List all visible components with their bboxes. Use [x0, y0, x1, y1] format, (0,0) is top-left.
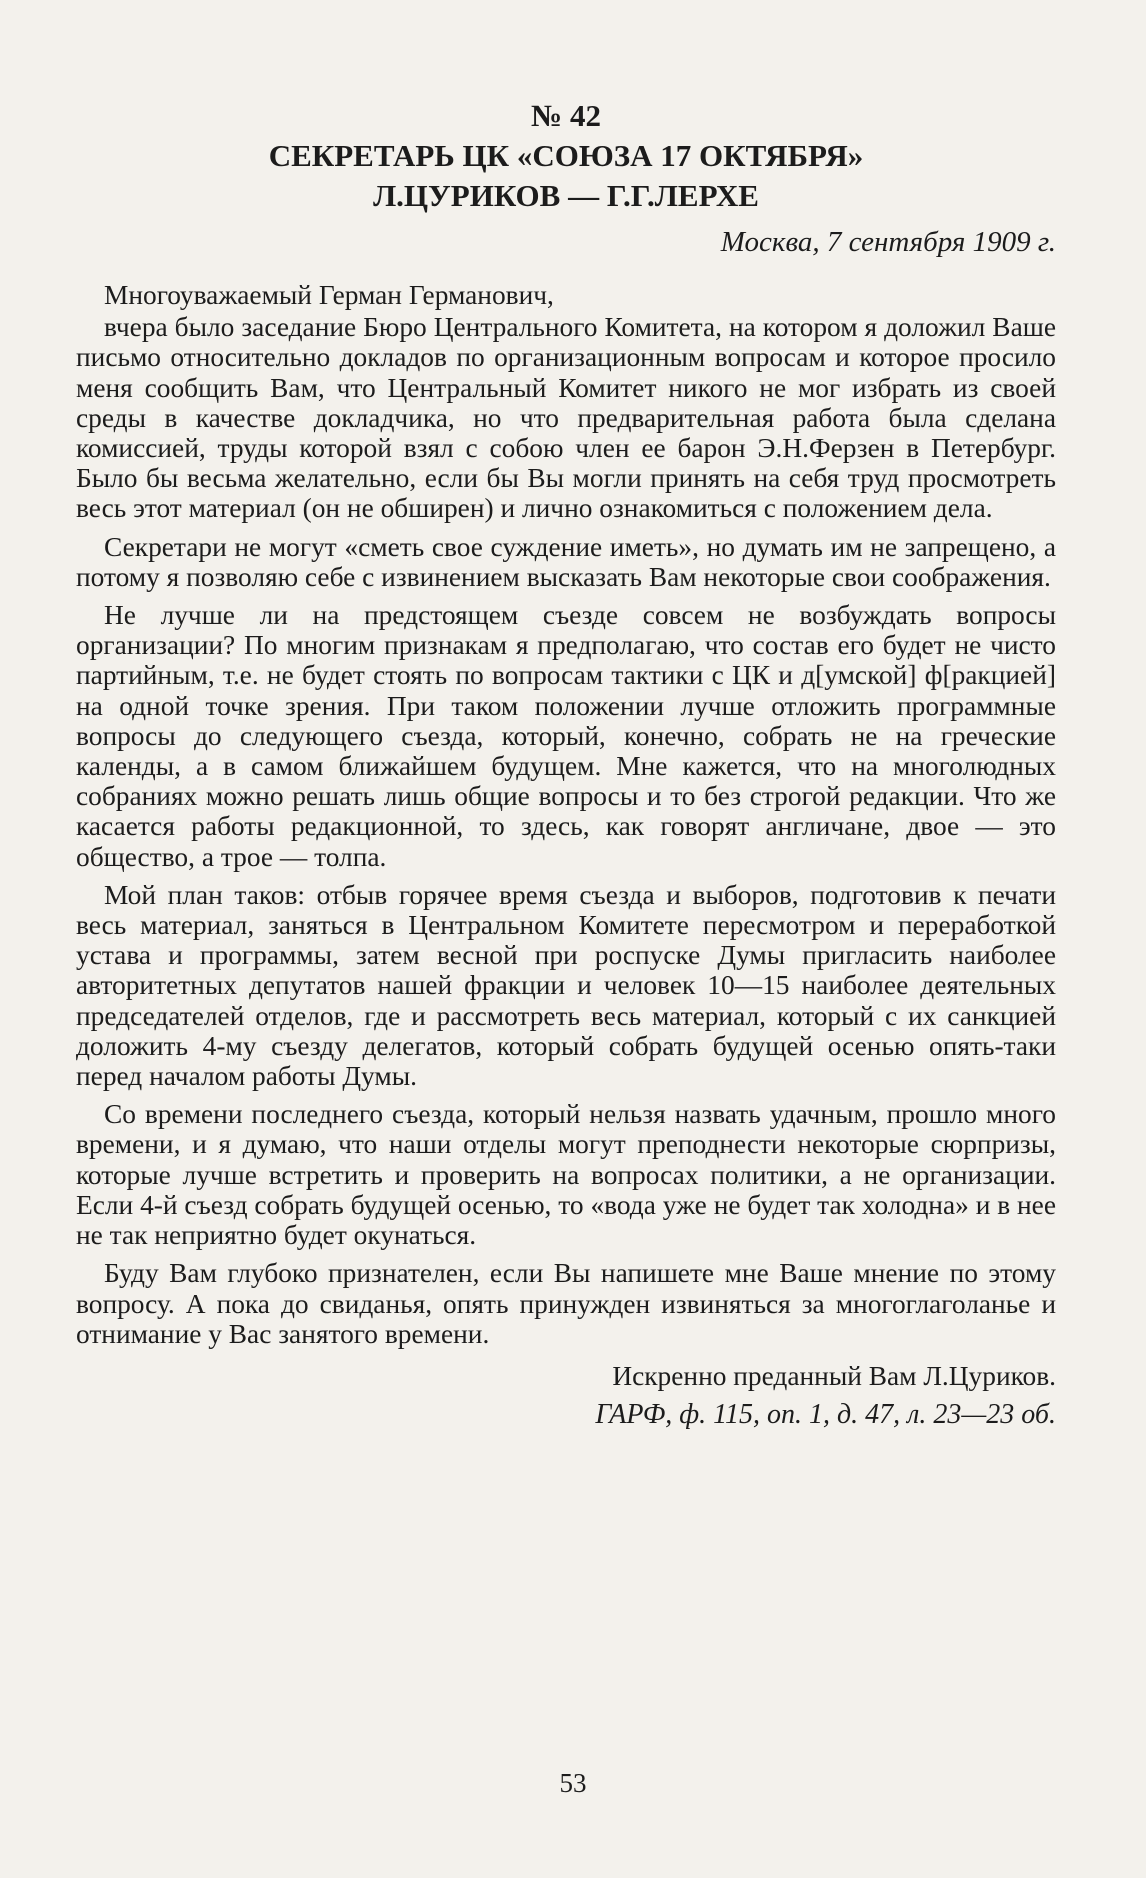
letter-paragraph-6: Буду Вам глубоко признателен, если Вы напишете мне Ваше мнение по этому вопросу. А пока до свиданья, опять принужден извиняться за многоглаголанье и отнимание у Вас занятого времени. [76, 1258, 1056, 1349]
letter-paragraph-4: Мой план таков: отбыв горячее время съезда и выборов, подготовив к печати весь материал, заняться в Центральном Комитете пересмотром и переработкой устава и программы, затем весной при роспуске Думы пригласить наиболее авторитетных депутатов нашей фракции и человек 10—15 наиболее деятельных председателей отделов, где и рассмотреть весь материал, который с их санкцией доложить 4-му съезду делегатов, который собрать будущей осенью опять-таки перед началом работы Думы. [76, 879, 1056, 1092]
letter-paragraph-1: вчера было заседание Бюро Центрального Комитета, на котором я доложил Ваше письмо относительно докладов по организационным вопросам и которое просило меня сообщить Вам, что Центральный Комитет никого не мог избрать из своей среды в качестве докладчика, но что предварительная работа была сделана комиссией, труды которой взял с собою член ее барон Э.Н.Ферзен в Петербург. Было бы весьма желательно, если бы Вы могли принять на себя труд просмотреть весь этот материал (он не обширен) и лично ознакомиться с положением дела. [76, 312, 1056, 524]
page-number: 53 [559, 1768, 587, 1798]
document-number: № 42 [531, 98, 601, 133]
document-title-line-2: Л.ЦУРИКОВ — Г.Г.ЛЕРХЕ [373, 178, 759, 213]
place-and-date: Москва, 7 сентября 1909 г. [720, 226, 1056, 258]
letter-paragraph-5: Со времени последнего съезда, который нельзя назвать удачным, прошло много времени, и я думаю, что наши отделы могут преподнести некоторые сюрпризы, которые лучше встретить и проверить на вопросах политики, а не организации. Если 4-й съезд собрать будущей осенью, то «вода уже не будет так холодна» и в нее не так неприятно будет окунаться. [76, 1099, 1056, 1251]
archive-reference: ГАРФ, ф. 115, оп. 1, д. 47, л. 23—23 об. [595, 1398, 1056, 1430]
document-page [76, 96, 1056, 1433]
letter-paragraph-3: Не лучше ли на предстоящем съезде совсем не возбуждать вопросы организации? По многим признакам я предполагаю, что состав его будет не чисто партийным, т.е. не будет стоять по вопросам тактики с ЦК и д[умской] ф[ракцией] на одной точке зрения. При таком положении лучше отложить программные вопросы до следующего съезда, который, конечно, собрать не на греческие календы, а в самом ближайшем будущем. Мне кажется, что на многолюдных собраниях можно решать лишь общие вопросы и то без строгой редакции. Что же касается работы редакционной, то здесь, как говорят англичане, двое — это общество, а трое — толпа. [76, 600, 1056, 872]
letter-salutation: Многоуважаемый Герман Германович, [104, 280, 554, 310]
document-title-line-1: СЕКРЕТАРЬ ЦК «СОЮЗА 17 ОКТЯБРЯ» [268, 138, 864, 173]
letter-paragraph-2: Секретари не могут «сметь свое суждение иметь», но думать им не запрещено, а потому я позволяю себе с извинением высказать Вам некоторые свои соображения. [76, 531, 1056, 592]
letter-signature: Искренно преданный Вам Л.Цуриков. [612, 1360, 1056, 1391]
